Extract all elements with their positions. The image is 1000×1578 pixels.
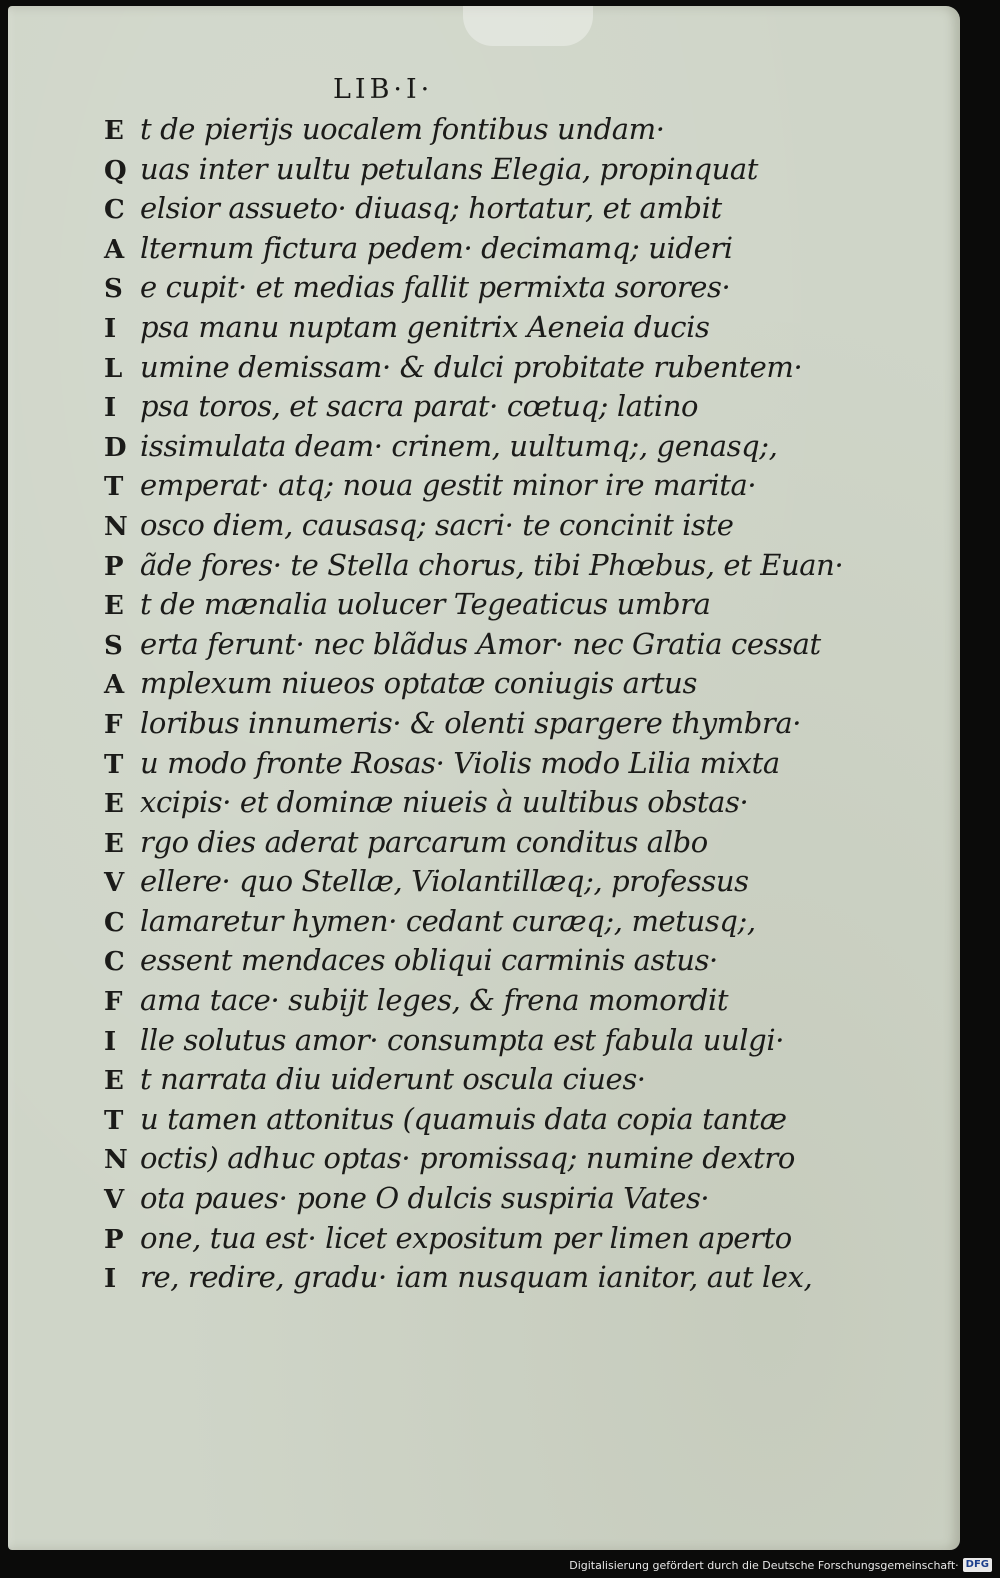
verse-text: essent mendaces obliqui carminis astus· — [140, 943, 718, 978]
verse-initial: S — [104, 630, 123, 661]
verse-line — [104, 825, 843, 865]
verse-initial: V — [104, 868, 125, 899]
verse-line — [104, 785, 843, 825]
verse-initial: T — [104, 749, 124, 780]
verse-text: u modo fronte Rosas· Violis modo Lilia mixta — [140, 745, 780, 780]
verse-initial: S — [104, 274, 123, 305]
verse-initial: P — [104, 1224, 124, 1255]
verse-line — [104, 310, 843, 350]
verse-text: psa manu nuptam genitrix Aeneia ducis — [140, 309, 710, 344]
verse-text: emperat· atq; noua gestit minor ire marita· — [140, 468, 757, 503]
verse-line — [104, 112, 843, 152]
verse-text: u tamen attonitus (quamuis data copia tantæ — [140, 1101, 787, 1136]
verse-initial: A — [104, 670, 125, 701]
verse-text: ãde fores· te Stella chorus, tibi Phœbus, et Euan· — [140, 547, 844, 582]
verse-text: re, redire, gradu· iam nusquam ianitor, aut lex, — [140, 1260, 813, 1295]
verse-text: umine demissam· & dulci probitate rubentem· — [140, 349, 803, 384]
verse-initial: I — [104, 1026, 117, 1057]
verse-line — [104, 270, 843, 310]
verse-initial: D — [104, 432, 127, 463]
verse-line — [104, 627, 843, 667]
footer-credit-text: Digitalisierung gefördert durch die Deutsche Forschungsgemeinschaft· — [569, 1558, 959, 1572]
verse-line — [104, 389, 843, 429]
verse-initial: A — [104, 234, 125, 265]
verse-initial: T — [104, 1105, 124, 1136]
verse-text: t de mænalia uolucer Tegeaticus umbra — [140, 587, 711, 622]
verse-initial: F — [104, 987, 123, 1018]
footer-credit — [569, 1556, 992, 1574]
dfg-logo: DFG — [963, 1558, 992, 1572]
verse-initial: E — [104, 116, 124, 146]
verse-text: xcipis· et dominæ niueis à uultibus obstas· — [140, 785, 749, 820]
verse-initial: I — [104, 393, 117, 424]
verse-text: rgo dies aderat parcarum conditus albo — [140, 824, 708, 859]
verse-text: one, tua est· licet expositum per limen aperto — [140, 1220, 792, 1255]
verse-line — [104, 904, 843, 944]
verse-line — [104, 1181, 843, 1221]
verse-initial: F — [104, 709, 123, 740]
verse-text: lle solutus amor· consumpta est fabula uulgi· — [140, 1022, 785, 1057]
verse-text: issimulata deam· crinem, uultumq;, genasq;, — [140, 428, 778, 463]
verse-text: osco diem, causasq; sacri· te concinit iste — [140, 507, 734, 542]
verse-initial: I — [104, 313, 117, 344]
verse-initial: C — [104, 947, 125, 978]
verse-text: loribus innumeris· & olenti spargere thymbra· — [140, 705, 802, 740]
verse-initial: C — [104, 907, 125, 938]
verse-initial: N — [104, 1145, 128, 1176]
verse-text: uas inter uultu petulans Elegia, propinquat — [140, 151, 759, 186]
verse-initial: E — [104, 789, 124, 820]
verse-line — [104, 666, 843, 706]
verse-text: lternum fictura pedem· decimamq; uideri — [140, 230, 733, 265]
verse-line — [104, 1062, 843, 1102]
verse-line — [104, 706, 843, 746]
verse-line — [104, 191, 843, 231]
verse-initial: T — [104, 472, 124, 503]
verse-text: lamaretur hymen· cedant curæq;, metusq;, — [140, 903, 756, 938]
verse-initial: E — [104, 1066, 124, 1097]
verse-line — [104, 350, 843, 390]
verse-line — [104, 1141, 843, 1181]
paper-stain — [463, 6, 593, 46]
verse-text: ama tace· subijt leges, & frena momordit — [140, 983, 729, 1018]
verse-line — [104, 943, 843, 983]
verse-text: mplexum niueos optatæ coniugis artus — [140, 666, 697, 701]
verse-initial: E — [104, 591, 124, 622]
verse-line — [104, 1260, 843, 1300]
verse-line — [104, 983, 843, 1023]
verse-initial: P — [104, 551, 124, 582]
verse-line — [104, 548, 843, 588]
verse-text: t de pierijs uocalem fontibus undam· — [140, 112, 665, 146]
book-page — [8, 6, 960, 1550]
verse-line — [104, 587, 843, 627]
running-head: LIB·I· — [333, 74, 434, 105]
verse-initial: E — [104, 828, 124, 859]
verse-line — [104, 1221, 843, 1261]
verse-text: erta ferunt· nec blãdus Amor· nec Gratia cessat — [140, 626, 821, 661]
verse-initial: V — [104, 1185, 125, 1216]
verse-line — [104, 231, 843, 271]
verse-list — [104, 112, 843, 1300]
verse-line — [104, 429, 843, 469]
verse-text: psa toros, et sacra parat· cœtuq; latino — [140, 389, 699, 424]
verse-line — [104, 1023, 843, 1063]
verse-line — [104, 508, 843, 548]
verse-text: octis) adhuc optas· promissaq; numine dextro — [140, 1141, 795, 1176]
verse-line — [104, 746, 843, 786]
verse-initial: I — [104, 1264, 117, 1295]
verse-initial: C — [104, 195, 125, 226]
verse-initial: Q — [104, 155, 127, 186]
verse-line — [104, 864, 843, 904]
verse-line — [104, 468, 843, 508]
verse-text: elsior assueto· diuasq; hortatur, et ambit — [140, 191, 722, 226]
verse-text: ellere· quo Stellæ, Violantillæq;, professus — [140, 864, 749, 899]
verse-text: e cupit· et medias fallit permixta sorores· — [140, 270, 731, 305]
verse-initial: L — [104, 353, 123, 384]
verse-initial: N — [104, 511, 128, 542]
verse-line — [104, 152, 843, 192]
verse-line — [104, 1102, 843, 1142]
verse-text: ota paues· pone O dulcis suspiria Vates· — [140, 1181, 710, 1216]
verse-text: t narrata diu uiderunt oscula ciues· — [140, 1062, 646, 1097]
